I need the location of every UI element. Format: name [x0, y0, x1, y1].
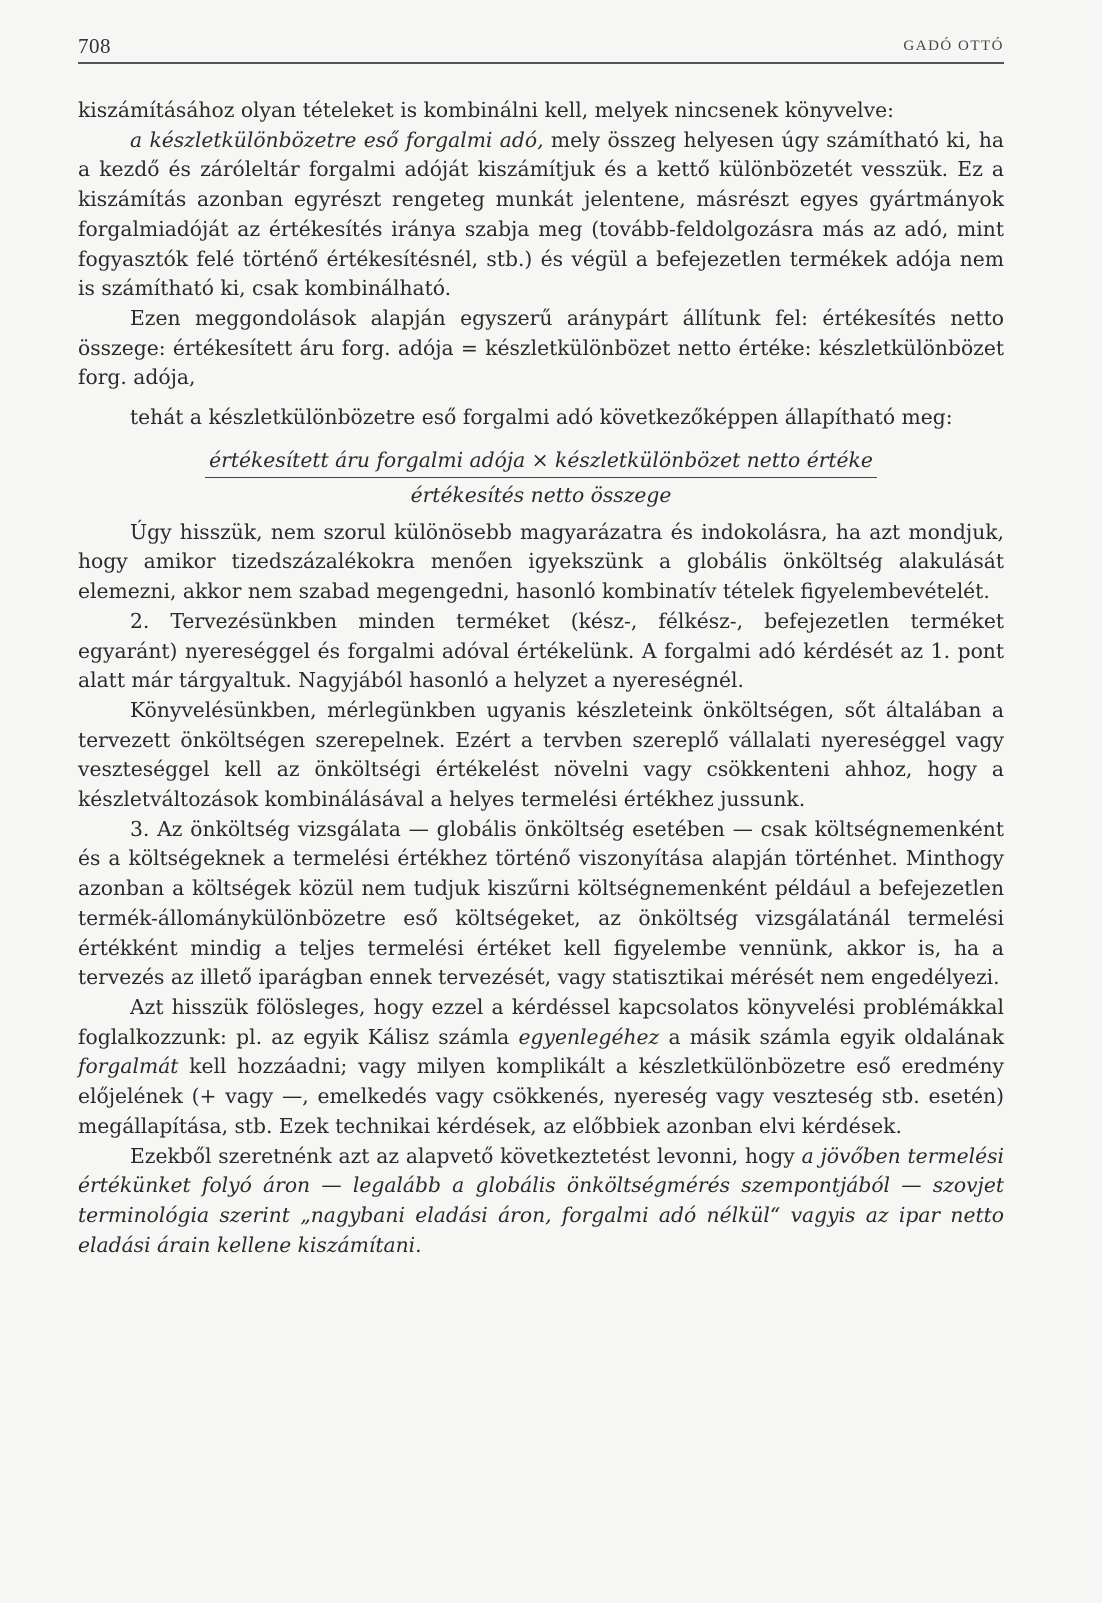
- paragraph-9-text-2: a másik számla egyik oldalának: [659, 1024, 1004, 1049]
- paragraph-5: Úgy hisszük, nem szorul különösebb magyarázatra és indokolásra, ha azt mondjuk, hogy amikor tizedszázalékokra menően igyekszünk a globális önköltség alakulását elemezni, akkor nem szabad megengedni, hasonló kombinatív tételek figyelembevételét.: [78, 519, 1004, 604]
- paragraph-1: kiszámításához olyan tételeket is kombinálni kell, melyek nincsenek könyvelve:: [78, 98, 894, 122]
- page-number: 708: [78, 34, 111, 58]
- fraction-formula: [78, 445, 1004, 510]
- paragraph-10-emphasis: a jövőben termelési értékünket folyó áron — legalább a globális önköltségmérés szempontjából — szovjet terminológia szerint „nagybani eladási áron, forgalmi adó nélkül“ vagyis az ipar netto eladási árain kellene kiszámítani.: [78, 1143, 1005, 1257]
- running-head: GADÓ OTTÓ: [903, 38, 1004, 54]
- paragraph-10-text: Ezekből szeretnénk azt az alapvető következtetést levonni, hogy: [130, 1143, 802, 1168]
- paragraph-2-emphasis: a készletkülönbözetre eső forgalmi adó,: [130, 127, 544, 152]
- paragraph-6: 2. Tervezésünkben minden terméket (kész-, félkész-, befejezetlen terméket egyaránt) nyereséggel és forgalmi adóval értékelünk. A forgalmi adó kérdését az 1. pont alatt már tárgyaltuk. Nagyjából hasonló a helyzet a nyereségnél.: [78, 608, 1004, 693]
- formula-numerator: értékesített áru forgalmi adója × készletkülönbözet netto értéke: [205, 445, 877, 478]
- paragraph-10: [78, 1142, 1004, 1261]
- paragraph-3: Ezen meggondolások alapján egyszerű aránypárt állítunk fel: értékesítés netto összege: értékesített áru forg. adója = készletkülönbözet netto értéke: készletkülönbözet forg. adója,: [78, 305, 1004, 390]
- paragraph-4: tehát a készletkülönbözetre eső forgalmi adó következőképpen állapítható meg:: [130, 405, 953, 430]
- paragraph-9-emphasis-2: forgalmát: [78, 1054, 179, 1079]
- paragraph-2-text: mely összeg helyesen úgy számítható ki, ha a kezdő és záróleltár forgalmi adóját kiszámítjuk és a kettő különbözetét vesszük. Ez a kiszámítás azonban egyrészt rengeteg munkát jelentene, másrészt egyes gyártmányok forgalmiadóját az értékesítés iránya szabja meg (tovább-feldolgozásra más az adó, mint fogyasztók felé történő értékesítésnél, stb.) és végül a befejezetlen termékek adója nem is számítható ki, csak kombinálható.: [78, 127, 1004, 301]
- paragraph-9: [78, 993, 1004, 1142]
- paragraph-9-emphasis-1: egyenlegéhez: [518, 1024, 660, 1049]
- formula-denominator: értékesítés netto összege: [410, 482, 672, 507]
- paragraph-7: Könyvelésünkben, mérlegünkben ugyanis készleteink önköltségen, sőt általában a tervezett önköltségen szerepelnek. Ezért a tervben szereplő vállalati nyereséggel vagy veszteséggel kell az önköltségi értékelést növelni vagy csökkenteni ahhoz, hogy a készletváltozások kombinálásával a helyes termelési értékhez jussunk.: [78, 697, 1004, 812]
- paragraph-8: 3. Az önköltség vizsgálata — globális önköltség esetében — csak költségnemenként és a költségeknek a termelési értékhez történő viszonyítása alapján történhet. Minthogy azonban a költségek közül nem tudjuk kiszűrni költségnemenként például a befejezetlen termék-állománykülönbözetre eső költségeket, az önköltség vizsgálatánál termelési értékként mindig a teljes termelési értéket kell figyelembe vennünk, akkor is, ha a tervezés az illető iparágban ennek tervezését, vagy statisztikai mérését nem engedélyezi.: [78, 816, 1004, 990]
- page-header: [78, 30, 1004, 64]
- paragraph-9-text-1: Azt hisszük fölösleges, hogy ezzel a kérdéssel kapcsolatos könyvelési problémákkal foglalkozzunk: pl. az egyik Kálisz számla: [78, 994, 1004, 1049]
- paragraph-2: [78, 126, 1004, 304]
- paragraph-9-text-3: kell hozzáadni; vagy milyen komplikált a készletkülönbözetre eső eredmény előjelének (+ vagy —, emelkedés vagy csökkenés, nyereség vagy veszteség stb. esetén) megállapítása, stb. Ezek technikai kérdések, az előbbiek azonban elvi kérdések.: [78, 1054, 1004, 1138]
- page-body: [78, 96, 1004, 1260]
